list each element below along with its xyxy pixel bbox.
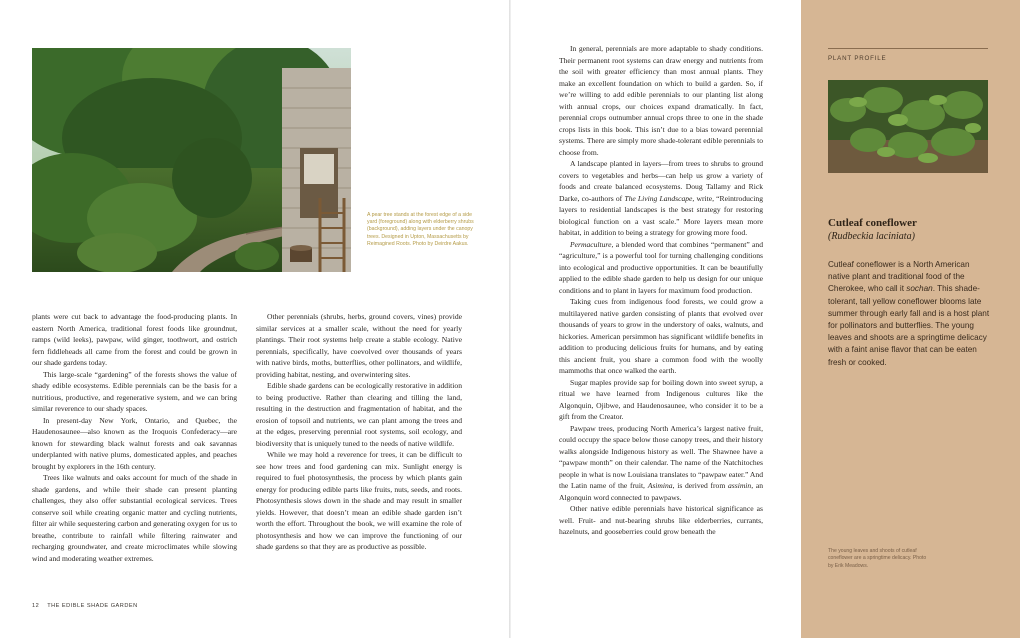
garden-photo: [32, 48, 351, 272]
body-paragraph: In general, perennials are more adaptable to shady conditions. Their permanent root systems can draw energy and nutrients from the soil with greater efficiency than most annual plants. They make an excellent foundation on which to build a garden. So, if we’re willing to add edible perennials to our planting list along with annual crops, our choices expand dramatically. In fact, perennial crops outnumber annual crops three to one in the shade crops lists in this book. This isn’t due to a bias toward perennial systems. There are simply more shade-tolerant edible perennials to choose from.: [559, 44, 763, 157]
right-page-column: [559, 43, 763, 538]
plant-profile-body: Cutleaf coneflower is a North American native plant and traditional food of the Cherokee, who call it sochan. This shade-tolerant, tall yellow coneflower blooms late summer through early fall and is a host plant for pollinators and butterflies. The young leaves and shoots are a springtime delicacy with a faint anise flavor that can be eaten fresh or cooked.: [828, 260, 990, 367]
body-paragraph: Trees like walnuts and oaks account for much of the shade in shade gardens, and while their shade can present planting challenges, they also offer substantial ecological services. Trees conserve soil while creating organic matter and cycling nutrients, filter air while sequestering carbon and generating oxygen for us to breathe, contribute to rainfall while filtering rainwater and recharging groundwater, and create microclimates while slowing wind and moderating weather extremes.: [32, 473, 237, 563]
plant-profile-title: Cutleaf coneflower: [828, 217, 917, 229]
garden-photo-caption: A pear tree stands at the forest edge of a side yard (foreground) along with elderberry shrubs (background), adding layers under the canopy trees. Designed in Upton, Massachusetts by Reimagined Roots. Photo by Deirdre Aakus.: [367, 212, 474, 247]
book-title-running-foot: THE EDIBLE SHADE GARDEN: [47, 603, 138, 609]
coneflower-photo-caption: The young leaves and shoots of cutleaf coneflower are a springtime delicacy. Photo by Erik Meadows.: [828, 548, 927, 569]
page-number: 12: [32, 603, 40, 609]
body-paragraph: Sugar maples provide sap for boiling down into sweet syrup, a ritual we have learned from Indigenous cultures like the Algonquin, Ojibwe, and Haudenosaunee, who consider it to be a gift from the Creator.: [559, 377, 763, 421]
coneflower-photo: [828, 80, 988, 173]
garden-photo-illustration: [32, 48, 351, 272]
body-paragraph: Permaculture, a blended word that combines “permanent” and “agriculture,” is a powerful tool for turning challenging conditions into ecological and productive opportunities. It can be beautifully applied to the edible shade garden to help us design for our unique conditions and to plant in layers for maximum food production.: [559, 239, 763, 295]
plant-latin-name: (Rudbeckia laciniata): [828, 231, 915, 242]
body-paragraph: Pawpaw trees, producing North America’s largest native fruit, could occupy the space below those canopy trees, and their history walks alongside Indigenous history as well. The Shawnee have a “pawpaw month” on their calendar. The name of the Natchitoches people in what is now Louisiana translates to “pawpaw eater.” And the Latin name of the fruit, Asimina, is derived from assimin, an Algonquin word connected to pawpaws.: [559, 423, 764, 502]
body-paragraph: Taking cues from indigenous food forests, we could grow a multilayered native garden consisting of plants that evolved over thousands of years to grow in the understory of oaks, walnuts, and hickories. American persimmon has significant wildlife benefits in addition to producing delicious fruits for humans, and by eating this ancient fruit, you share a common food with the woolly mammoths that once walked the earth.: [559, 297, 763, 375]
sidebar-rule: [828, 48, 988, 49]
body-paragraph: Other native edible perennials have historical significance as well. Fruit- and nut-bearing shrubs like elderberries, currants, hazelnuts, and gooseberries could grow beneath the: [559, 504, 763, 536]
body-paragraph: In present-day New York, Ontario, and Quebec, the Haudenosaunee—also known as the Iroquois Confederacy—are known for stewarding black walnut forests and oak savannas underplanted with native plums, domesticated apples, and peaches brought by explorers in the 16th century.: [32, 415, 237, 471]
body-paragraph: A landscape planted in layers—from trees to shrubs to ground covers to vegetables and herbs—can help us grow a variety of foods and create balanced ecosystems. Doug Tallamy and Rick Darke, co-authors of The Living Landscape, write, “Reintroducing layers to residential landscapes is the best strategy for restoring biological function on a vast scale.” More layers mean more habitat, in addition to being a strategy for growing more food.: [559, 159, 763, 237]
left-page-column-2: [256, 311, 462, 553]
body-paragraph: Edible shade gardens can be ecologically restorative in addition to being productive. Rather than clearing and tilling the land, resulting in the destruction and fragmentation of habitat, and the erosion of topsoil and nutrients, we can plant among the trees and at the edges, preserving perennial root systems, soil ecology, and biodiversity that is uniquely tuned to the needs of native wildlife.: [256, 381, 462, 448]
page-folio: [32, 603, 138, 609]
body-paragraph: This large-scale “gardening” of the forests shows the value of shady edible ecosystems. Edible perennials can be the basis for a nutritious, productive, and regenerative system, and we can bring similar reverence to our shady spaces.: [32, 369, 237, 413]
coneflower-leaves-illustration: [828, 80, 988, 173]
left-page-column-1: [32, 311, 237, 564]
body-paragraph: plants were cut back to advantage the food-producing plants. In eastern North America, traditional forest foods like groundnut, ramps (wild leeks), pawpaw, wild ginger, toothwort, and ostrich fern fiddleheads all came from the forest and could be grown in our shade gardens today.: [32, 312, 237, 367]
plant-profile-label: PLANT PROFILE: [828, 55, 887, 62]
body-paragraph: Other perennials (shrubs, herbs, ground covers, vines) provide similar services at a smaller scale, without the need for yearly plantings. Their root systems help create a stable ecology. Native perennials, specifically, have coevolved over thousands of years with native birds, moths, butterflies, other pollinators, and wildlife, providing habitat, nesting, and overwintering sites.: [256, 312, 462, 379]
body-paragraph: While we may hold a reverence for trees, it can be difficult to see how trees and food gardening can mix. Sunlight energy is required to fuel photosynthesis, the process by which plants gain energy for producing edible parts like fruits, nuts, seeds, and roots. Photosynthesis slows down in the shade and may result in smaller yields. However, that doesn’t mean an edible shade garden isn’t worth the effort. Throughout the book, we will examine the role of photosynthesis and how we can improve the functioning of our shade gardens so that they are as productive as possible.: [256, 450, 462, 551]
